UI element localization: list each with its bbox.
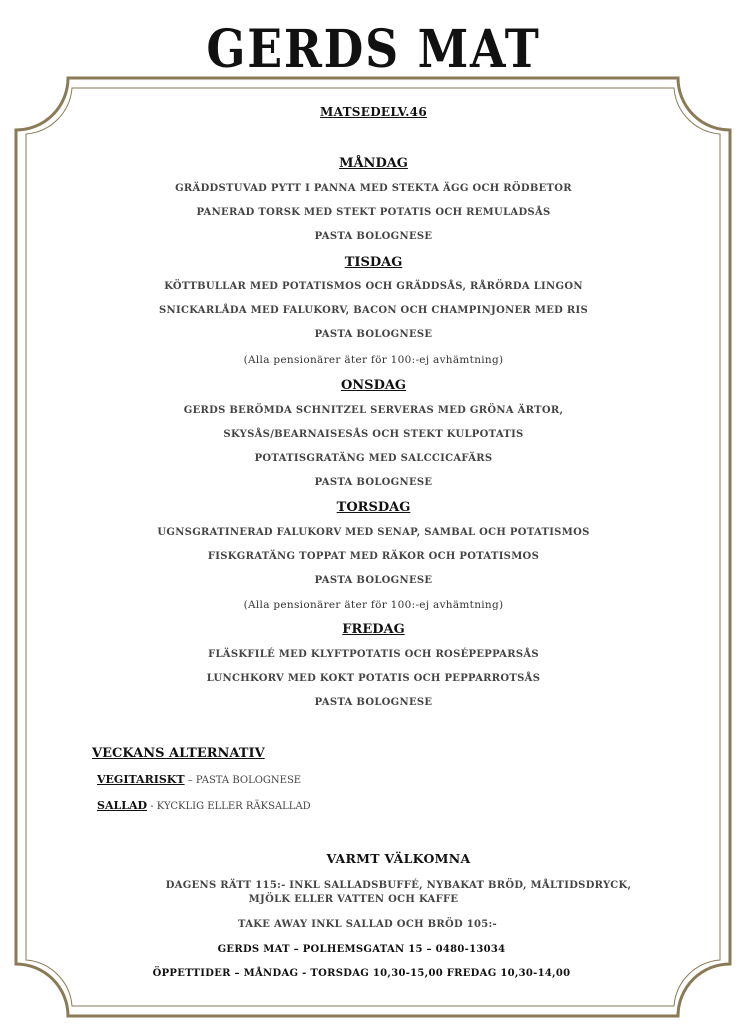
- alt-vegetarian-label: VEGITARISKT: [97, 773, 185, 786]
- menu-item: PASTA BOLOGNESE: [314, 697, 433, 708]
- day-heading-thursday: TORSDAG: [336, 500, 411, 515]
- takeaway-text: TAKE AWAY INKL SALLAD OCH BRÖD 105:-: [238, 919, 497, 930]
- pensioner-note: (Alla pensionärer äter för 100:-ej avhämtning): [243, 354, 504, 366]
- welcome-text: VARMT VÄLKOMNA: [326, 851, 471, 866]
- menu-item: PASTA BOLOGNESE: [314, 575, 433, 586]
- menu-item: PASTA BOLOGNESE: [314, 231, 433, 242]
- day-heading-wednesday: ONSDAG: [340, 378, 407, 393]
- menu-item: LUNCHKORV MED KOKT POTATIS OCH PEPPARROTSÅS: [206, 673, 541, 684]
- day-heading-tuesday: TISDAG: [344, 255, 403, 270]
- opening-hours: ÖPPETTIDER – MÅNDAG - TORSDAG 10,30-15,00 FREDAG 10,30-14,00: [152, 968, 571, 979]
- menu-item: PASTA BOLOGNESE: [314, 329, 433, 340]
- alt-salad-text: - KYCKLIG ELLER RÄKSALLAD: [150, 801, 311, 812]
- price-line-1: DAGENS RÄTT 115:- INKL SALLADSBUFFÉ, NYBAKAT BRÖD, MÅLTIDSDRYCK,: [165, 880, 632, 891]
- menu-item: SNICKARLÅDA MED FALUKORV, BACON OCH CHAMPINJONER MED RIS: [159, 305, 588, 316]
- alt-vegetarian: [97, 773, 301, 788]
- day-heading-friday: FREDAG: [342, 622, 405, 637]
- menu-item: GRÄDDSTUVAD PYTT I PANNA MED STEKTA ÄGG OCH RÖDBETOR: [175, 183, 572, 194]
- pensioner-note: (Alla pensionärer äter för 100:-ej avhämtning): [243, 599, 504, 611]
- inner-frame: [26, 88, 720, 1006]
- menu-item: SKYSÅS/BEARNAISESÅS OCH STEKT KULPOTATIS: [223, 429, 524, 440]
- alt-vegetarian-text: – PASTA BOLOGNESE: [187, 775, 302, 786]
- menu-item: PANERAD TORSK MED STEKT POTATIS OCH REMULADSÅS: [196, 207, 551, 218]
- alt-salad-label: SALLAD: [97, 799, 148, 812]
- menu-item: PASTA BOLOGNESE: [314, 477, 433, 488]
- menu-item: UGNSGRATINERAD FALUKORV MED SENAP, SAMBAL OCH POTATISMOS: [157, 527, 590, 538]
- page-title: GERDS MAT: [206, 19, 541, 80]
- menu-item: GERDS BERÖMDA SCHNITZEL SERVERAS MED GRÖNA ÄRTOR,: [183, 405, 564, 416]
- alt-salad: [97, 799, 311, 814]
- menu-item: FISKGRATÄNG TOPPAT MED RÄKOR OCH POTATISMOS: [207, 551, 540, 562]
- week-label: MATSEDELV.46: [320, 105, 427, 119]
- menu-item: FLÄSKFILÉ MED KLYFTPOTATIS OCH ROSÉPEPPARSÅS: [208, 649, 539, 660]
- menu-item: POTATISGRATÄNG MED SALCCICAFÄRS: [254, 453, 493, 464]
- price-line-2: MJÖLK ELLER VATTEN OCH KAFFE: [248, 894, 459, 905]
- menu-item: KÖTTBULLAR MED POTATISMOS OCH GRÄDDSÅS, RÅRÖRDA LINGON: [164, 281, 583, 292]
- alternatives-heading: VECKANS ALTERNATIV: [92, 746, 265, 761]
- address-text: GERDS MAT – POLHEMSGATAN 15 – 0480-13034: [217, 944, 506, 955]
- day-heading-monday: MÅNDAG: [339, 156, 408, 171]
